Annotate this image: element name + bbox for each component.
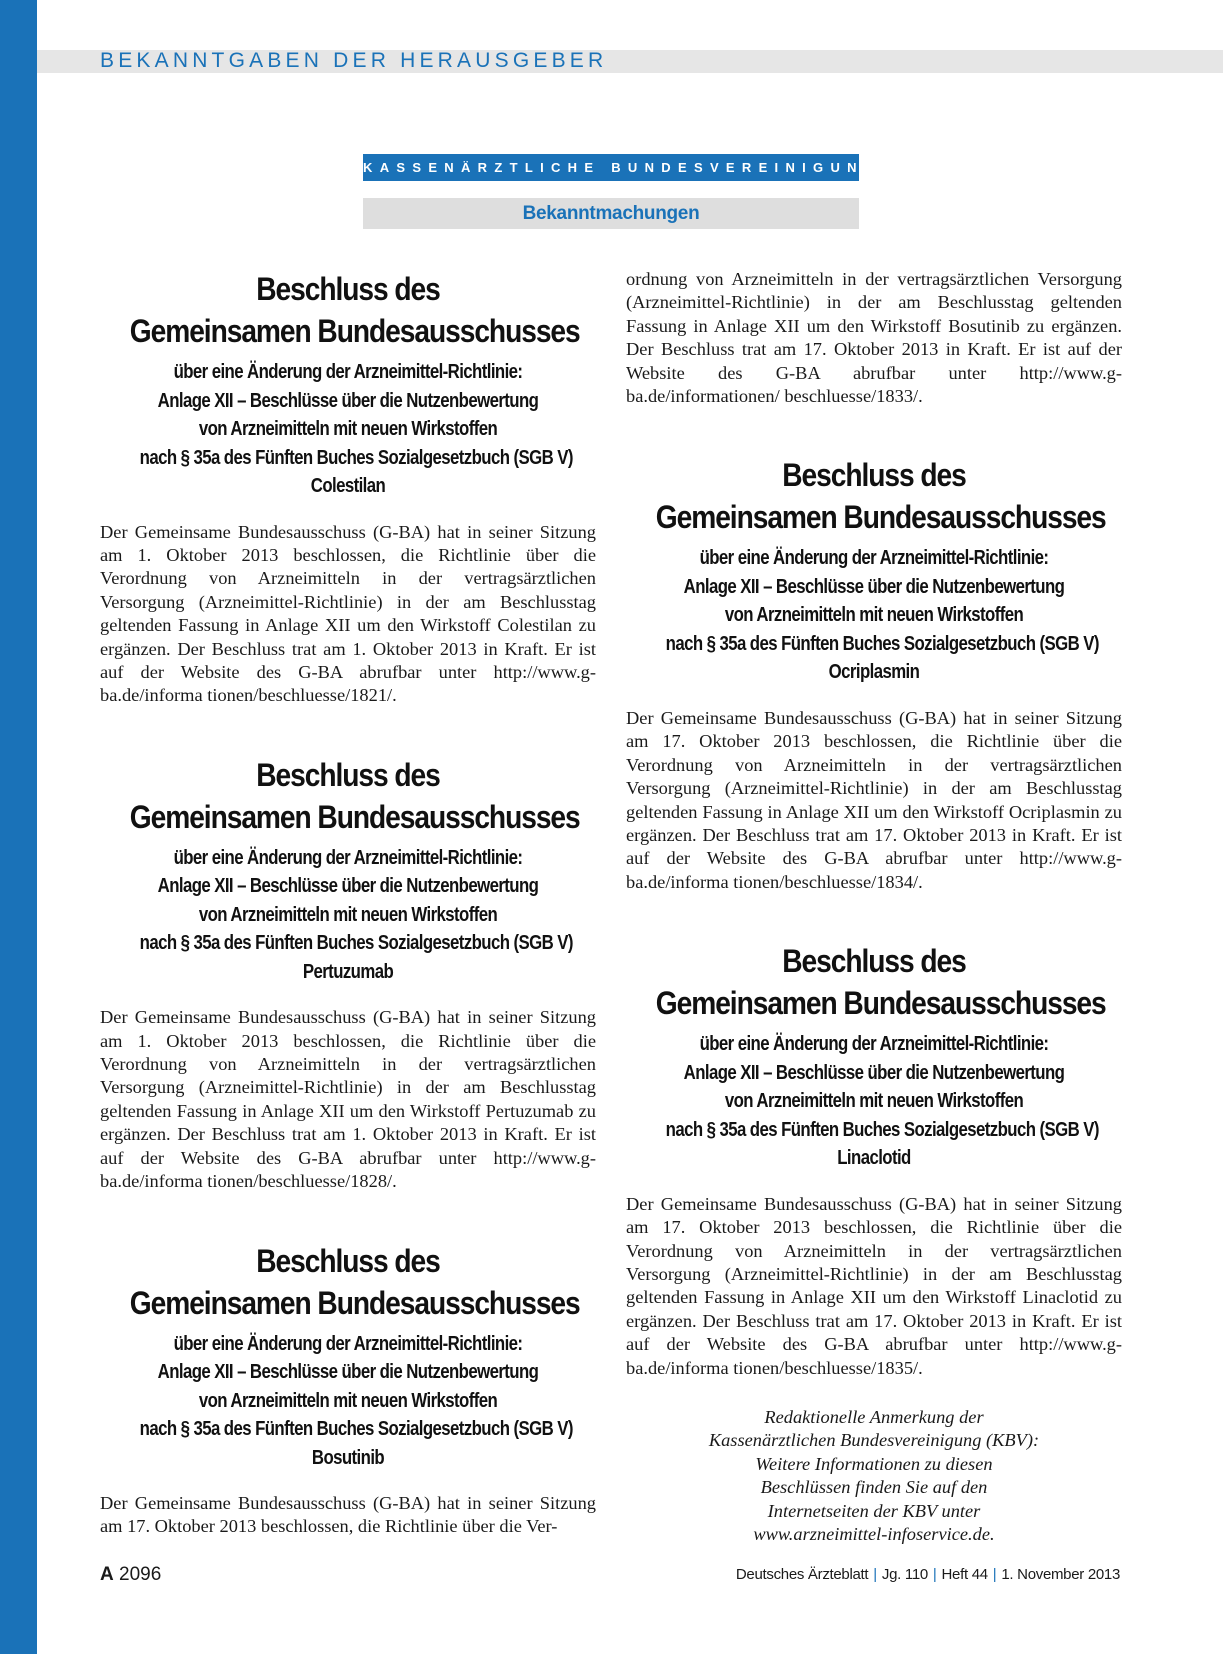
separator: |: [932, 1566, 937, 1583]
note-line: Redaktionelle Anmerkung der: [764, 1406, 984, 1427]
article-title-line1: Beschluss des: [256, 756, 440, 793]
left-column: [100, 268, 596, 1539]
article-subtitle-line2: Anlage XII – Beschlüsse über die Nutzenbewertung: [683, 575, 1065, 598]
article-subtitle-line1: über eine Änderung der Arzneimittel-Richtlinie:: [173, 361, 523, 383]
article-subtitle-line4: nach § 35a des Fünften Buches Sozialgesetzbuch (SGB V): [665, 1118, 1099, 1141]
article-subtitle-line3: von Arzneimitteln mit neuen Wirkstoffen: [724, 604, 1024, 627]
article-substance: Ocriplasmin: [828, 661, 920, 684]
page-prefix: A: [100, 1564, 114, 1585]
organization-banner: KASSENÄRZTLICHE BUNDESVEREINIGUNG: [363, 154, 859, 181]
journal-issue: Heft 44: [941, 1566, 988, 1583]
article-subtitle-line2: Anlage XII – Beschlüsse über die Nutzenbewertung: [157, 875, 539, 898]
article-substance: Colestilan: [310, 475, 386, 497]
article-title-line2: Gemeinsamen Bundesausschusses: [129, 1284, 580, 1321]
article-subtitle-line1: über eine Änderung der Arzneimittel-Richtlinie:: [699, 1033, 1049, 1056]
article-subtitle-line1: über eine Änderung der Arzneimittel-Richtlinie:: [699, 547, 1049, 570]
article-body: Der Gemeinsame Bundesausschuss (G-BA) hat in seiner Sitzung am 17. Oktober 2013 beschlossen, die Richtlinie über die Verordnung von Arzneimitteln in der vertragsärztlichen Versorgung (Arzneimittel-Richtlinie) in der am Beschlusstag geltenden Fassung in Anlage XII um den Wirkstoff Ocriplasmin zu ergänzen. Der Beschluss trat am 17. Oktober 2013 in Kraft. Er ist auf der Website des G-BA abrufbar unter http://www.g-ba.de/informa tionen/beschluesse/1834/.: [626, 707, 1122, 892]
article-subtitle-line3: von Arzneimitteln mit neuen Wirkstoffen: [198, 418, 498, 440]
article-body: Der Gemeinsame Bundesausschuss (G-BA) hat in seiner Sitzung am 17. Oktober 2013 beschlossen, die Richtlinie über die Ver-: [100, 1493, 596, 1537]
article-linaclotid: [626, 940, 1122, 1380]
article-body: Der Gemeinsame Bundesausschuss (G-BA) hat in seiner Sitzung am 1. Oktober 2013 beschlossen, die Richtlinie über die Verordnung von Arzneimitteln in der vertragsärztlichen Versorgung (Arzneimittel-Richtlinie) in der am Beschlusstag geltenden Fassung in Anlage XII um den Wirkstoff Pertuzumab zu ergänzen. Der Beschluss trat am 1. Oktober 2013 in Kraft. Er ist auf der Website des G-BA abrufbar unter http://www.g-ba.de/informa tionen/beschluesse/1828/.: [100, 1007, 596, 1192]
article-subtitle-line1: über eine Änderung der Arzneimittel-Richtlinie:: [173, 1332, 523, 1355]
journal-info: [736, 1566, 1120, 1583]
article-subtitle-line4: nach § 35a des Fünften Buches Sozialgesetzbuch (SGB V): [139, 1418, 573, 1440]
separator: |: [992, 1566, 997, 1583]
article-colestilan: [100, 268, 596, 708]
article-subtitle-line3: von Arzneimitteln mit neuen Wirkstoffen: [724, 1090, 1024, 1113]
separator: |: [873, 1566, 877, 1583]
editorial-note: [626, 1406, 1122, 1546]
article-body-continuation: ordnung von Arzneimitteln in der vertragsärztlichen Versorgung (Arzneimittel-Richtlinie) in der am Beschlusstag geltenden Fassung in Anlage XII um den Wirkstoff Bosutinib zu ergänzen. Der Beschluss trat am 17. Oktober 2013 in Kraft. Er ist auf der Website des G-BA abrufbar unter http://www.g-ba.de/informationen/ beschluesse/1833/.: [626, 269, 1122, 407]
article-title-line1: Beschluss des: [256, 271, 440, 307]
article-title-line2: Gemeinsamen Bundesausschusses: [129, 313, 580, 349]
article-title-line1: Beschluss des: [782, 943, 966, 980]
article-subtitle-line4: nach § 35a des Fünften Buches Sozialgesetzbuch (SGB V): [665, 632, 1099, 655]
article-title-line2: Gemeinsamen Bundesausschusses: [655, 985, 1106, 1022]
article-subtitle-line4: nach § 35a des Fünften Buches Sozialgesetzbuch (SGB V): [139, 446, 573, 469]
journal-volume: Jg. 110: [881, 1566, 928, 1583]
article-substance: Linaclotid: [837, 1147, 911, 1170]
note-line: Beschlüssen finden Sie auf den: [760, 1477, 988, 1498]
article-subtitle-line2: Anlage XII – Beschlüsse über die Nutzenbewertung: [157, 1361, 539, 1383]
note-line: Weitere Informationen zu diesen: [755, 1453, 993, 1474]
article-substance: Bosutinib: [311, 1446, 385, 1469]
category-banner: Bekanntmachungen: [363, 198, 859, 229]
page-number: [100, 1564, 161, 1586]
article-title-line2: Gemeinsamen Bundesausschusses: [129, 798, 580, 835]
note-line: Kassenärztlichen Bundesvereinigung (KBV):: [708, 1430, 1040, 1451]
journal-date: 1. November 2013: [1001, 1566, 1120, 1583]
article-subtitle-line3: von Arzneimitteln mit neuen Wirkstoffen: [198, 903, 498, 926]
article-ocriplasmin: [626, 454, 1122, 894]
article-subtitle-line2: Anlage XII – Beschlüsse über die Nutzenbewertung: [157, 389, 539, 412]
article-subtitle-line4: nach § 35a des Fünften Buches Sozialgesetzbuch (SGB V): [139, 932, 573, 955]
article-bosutinib: [100, 1240, 596, 1539]
article-pertuzumab: [100, 754, 596, 1194]
article-body: Der Gemeinsame Bundesausschuss (G-BA) hat in seiner Sitzung am 17. Oktober 2013 beschlossen, die Richtlinie über die Verordnung von Arzneimitteln in der vertragsärztlichen Versorgung (Arzneimittel-Richtlinie) in der am Beschlusstag geltenden Fassung in Anlage XII um den Wirkstoff Linaclotid zu ergänzen. Der Beschluss trat am 17. Oktober 2013 in Kraft. Er ist auf der Website des G-BA abrufbar unter http://www.g-ba.de/informa tionen/beschluesse/1835/.: [626, 1193, 1122, 1378]
side-color-bar: [0, 0, 37, 1654]
page-number-value: 2096: [119, 1564, 162, 1585]
article-title-line1: Beschluss des: [256, 1242, 440, 1279]
article-subtitle-line2: Anlage XII – Beschlüsse über die Nutzenbewertung: [683, 1061, 1065, 1084]
note-link[interactable]: www.arzneimittel-infoservice.de.: [753, 1523, 995, 1544]
article-title-line2: Gemeinsamen Bundesausschusses: [655, 499, 1106, 536]
section-label: BEKANNTGABEN DER HERAUSGEBER: [100, 49, 608, 72]
article-subtitle-line3: von Arzneimitteln mit neuen Wirkstoffen: [198, 1389, 498, 1412]
article-substance: Pertuzumab: [302, 960, 394, 983]
article-title-line1: Beschluss des: [782, 457, 966, 494]
journal-name: Deutsches Ärzteblatt: [735, 1566, 869, 1583]
article-body: Der Gemeinsame Bundesausschuss (G-BA) hat in seiner Sitzung am 1. Oktober 2013 beschlossen, die Richtlinie über die Verordnung von Arzneimitteln in der vertragsärztlichen Versorgung (Arzneimittel-Richtlinie) in der am Beschlusstag geltenden Fassung in Anlage XII um den Wirkstoff Colestilan zu ergänzen. Der Beschluss trat am 1. Oktober 2013 in Kraft. Er ist auf der Website des G-BA abrufbar unter http://www.g-ba.de/informa tionen/beschluesse/1821/.: [100, 521, 596, 706]
article-subtitle-line1: über eine Änderung der Arzneimittel-Richtlinie:: [173, 846, 523, 869]
note-line: Internetseiten der KBV unter: [767, 1500, 981, 1521]
right-column: [626, 268, 1122, 1546]
